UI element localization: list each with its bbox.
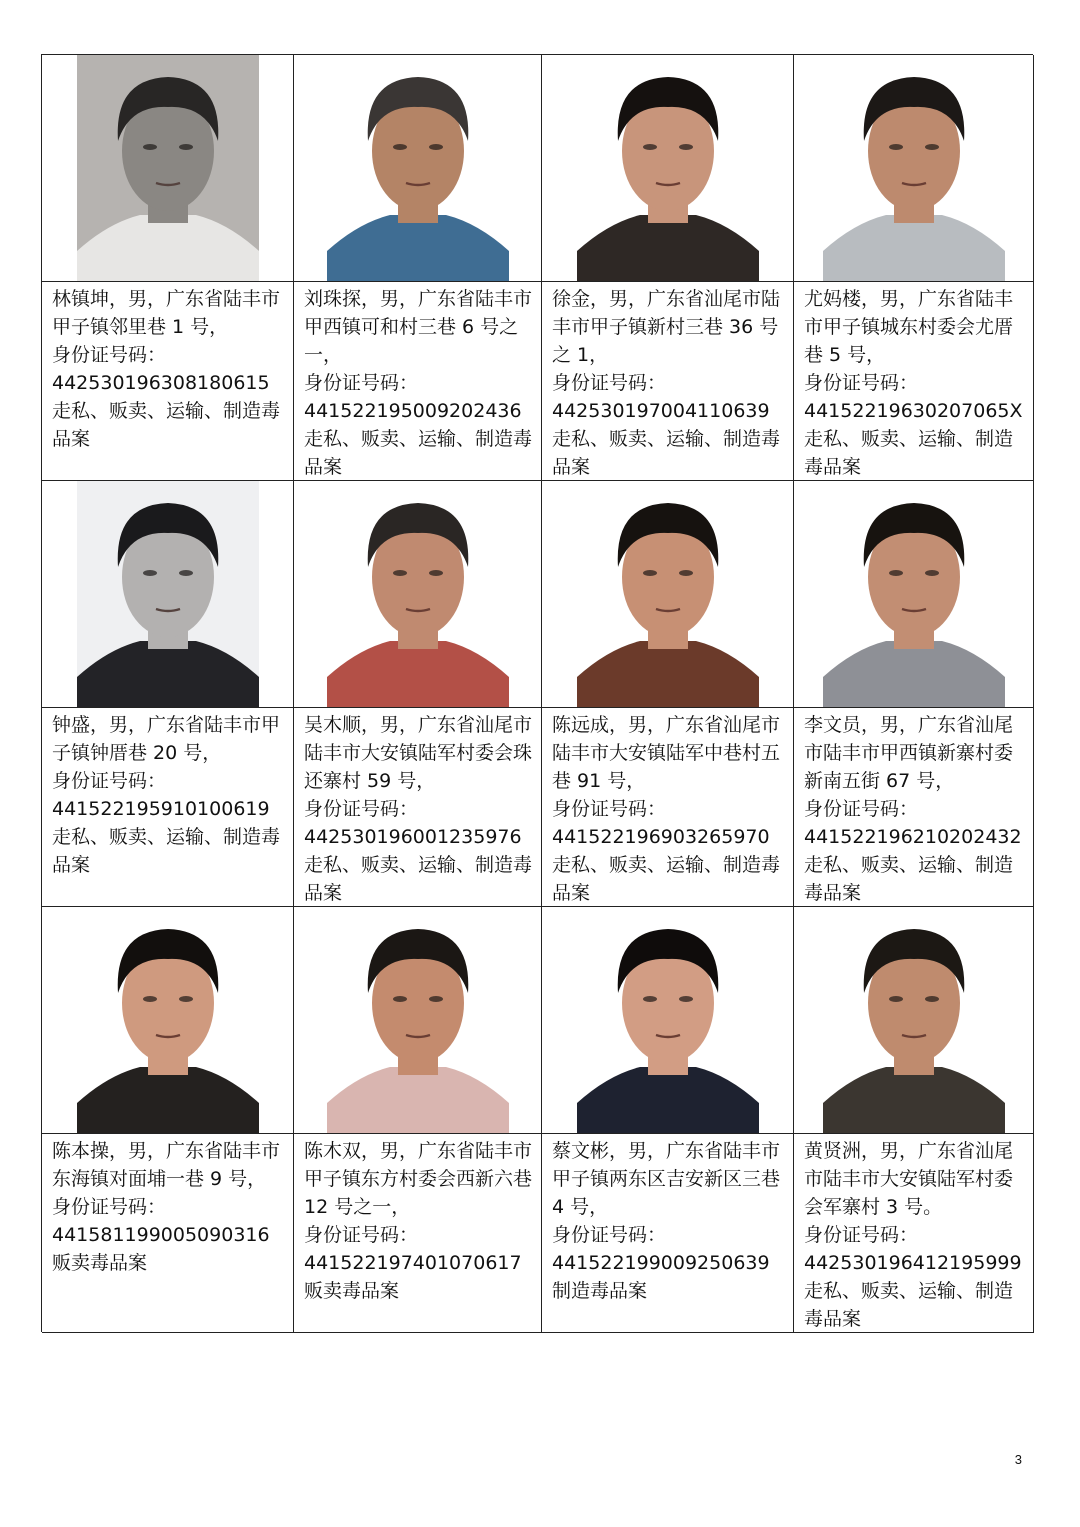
portrait-silhouette (823, 481, 1005, 707)
person-description: 陈远成，男，广东省汕尾市陆丰市大安镇陆军中巷村五巷 91 号， (552, 714, 781, 792)
portrait-silhouette (823, 907, 1005, 1133)
person-card (294, 907, 542, 1333)
crime-type: 贩卖毒品案 (304, 1280, 400, 1302)
person-card (42, 55, 294, 481)
id-number: 441522195009202436 (304, 400, 522, 422)
person-card (294, 481, 542, 907)
photo-area (42, 55, 293, 282)
person-card (794, 55, 1034, 481)
portrait-silhouette (77, 55, 259, 281)
portrait-silhouette (77, 907, 259, 1133)
person-card (794, 481, 1034, 907)
person-info (42, 708, 293, 879)
id-number: 441581199005090316 (52, 1224, 270, 1246)
person-description: 李文员，男，广东省汕尾市陆丰市甲西镇新寨村委新南五街 67 号， (804, 714, 1014, 792)
portrait-silhouette (577, 481, 759, 707)
photo-area (794, 481, 1033, 708)
person-description: 林镇坤，男，广东省陆丰市甲子镇邻里巷 1 号， (52, 288, 281, 338)
id-label: 身份证号码： (52, 344, 167, 366)
person-info (42, 1134, 293, 1277)
person-info (294, 708, 541, 907)
id-label: 身份证号码： (804, 798, 919, 820)
crime-type: 走私、贩卖、运输、制造毒品案 (304, 428, 533, 478)
id-number: 44152219630207065X (804, 400, 1023, 422)
id-number: 441522195910100619 (52, 798, 270, 820)
crime-type: 走私、贩卖、运输、制造毒品案 (52, 400, 281, 450)
portrait-photo (327, 55, 509, 281)
photo-area (294, 907, 541, 1134)
id-number: 442530196308180615 (52, 372, 270, 394)
crime-type: 走私、贩卖、运输、制造毒品案 (804, 1280, 1014, 1330)
id-label: 身份证号码： (552, 1224, 667, 1246)
id-label: 身份证号码： (804, 372, 919, 394)
portrait-photo (327, 907, 509, 1133)
id-number: 441522196210202432 (804, 826, 1022, 848)
crime-type: 走私、贩卖、运输、制造毒品案 (552, 428, 781, 478)
person-card (542, 481, 794, 907)
person-card (542, 907, 794, 1333)
portrait-silhouette (327, 55, 509, 281)
id-number: 442530196412195999 (804, 1252, 1022, 1274)
person-info (542, 708, 793, 907)
person-info (794, 708, 1033, 907)
id-label: 身份证号码： (552, 798, 667, 820)
person-description: 吴木顺，男，广东省汕尾市陆丰市大安镇陆军村委会珠还寨村 59 号， (304, 714, 533, 792)
id-number: 441522199009250639 (552, 1252, 770, 1274)
person-info (294, 282, 541, 481)
portrait-silhouette (577, 55, 759, 281)
portrait-photo (77, 481, 259, 707)
person-card (294, 55, 542, 481)
person-info (42, 282, 293, 453)
person-card (42, 907, 294, 1333)
crime-type: 走私、贩卖、运输、制造毒品案 (804, 428, 1014, 478)
crime-type: 走私、贩卖、运输、制造毒品案 (52, 826, 281, 876)
person-card (542, 55, 794, 481)
id-number: 442530197004110639 (552, 400, 770, 422)
person-info (794, 1134, 1033, 1333)
portrait-silhouette (327, 481, 509, 707)
person-description: 钟盛，男，广东省陆丰市甲子镇钟厝巷 20 号， (52, 714, 281, 764)
id-label: 身份证号码： (304, 1224, 419, 1246)
portrait-photo (577, 481, 759, 707)
person-description: 刘珠探，男，广东省陆丰市甲西镇可和村三巷 6 号之一， (304, 288, 533, 366)
photo-area (542, 481, 793, 708)
person-info (542, 1134, 793, 1305)
person-description: 尤妈楼，男，广东省陆丰市甲子镇城东村委会尤厝巷 5 号， (804, 288, 1014, 366)
portrait-silhouette (577, 907, 759, 1133)
portrait-silhouette (823, 55, 1005, 281)
id-label: 身份证号码： (52, 770, 167, 792)
portrait-photo (823, 481, 1005, 707)
person-description: 陈木双，男，广东省陆丰市甲子镇东方村委会西新六巷 12 号之一， (304, 1140, 533, 1218)
photo-area (542, 907, 793, 1134)
photo-area (794, 55, 1033, 282)
portrait-photo (327, 481, 509, 707)
photo-area (294, 55, 541, 282)
portrait-photo (577, 55, 759, 281)
portrait-silhouette (327, 907, 509, 1133)
id-label: 身份证号码： (304, 798, 419, 820)
person-description: 蔡文彬，男，广东省陆丰市甲子镇两东区吉安新区三巷 4 号， (552, 1140, 781, 1218)
person-description: 徐金，男，广东省汕尾市陆丰市甲子镇新村三巷 36 号之 1， (552, 288, 781, 366)
crime-type: 贩卖毒品案 (52, 1252, 148, 1274)
person-info (294, 1134, 541, 1305)
person-description: 黄贤洲，男，广东省汕尾市陆丰市大安镇陆军村委会军寨村 3 号。 (804, 1140, 1014, 1218)
page-number: 3 (1014, 1452, 1022, 1467)
id-label: 身份证号码： (552, 372, 667, 394)
person-info (542, 282, 793, 481)
portrait-photo (823, 907, 1005, 1133)
crime-type: 制造毒品案 (552, 1280, 648, 1302)
id-label: 身份证号码： (804, 1224, 919, 1246)
photo-area (794, 907, 1033, 1134)
portrait-photo (577, 907, 759, 1133)
portrait-photo (77, 55, 259, 281)
person-card (794, 907, 1034, 1333)
portrait-photo (77, 907, 259, 1133)
photo-area (42, 907, 293, 1134)
person-card (42, 481, 294, 907)
id-number: 441522197401070617 (304, 1252, 522, 1274)
photo-area (42, 481, 293, 708)
id-label: 身份证号码： (52, 1196, 167, 1218)
crime-type: 走私、贩卖、运输、制造毒品案 (552, 854, 781, 904)
id-label: 身份证号码： (304, 372, 419, 394)
portrait-photo (823, 55, 1005, 281)
portrait-silhouette (77, 481, 259, 707)
person-description: 陈本操，男，广东省陆丰市东海镇对面埔一巷 9 号， (52, 1140, 281, 1190)
photo-area (294, 481, 541, 708)
wanted-grid (41, 54, 1033, 1332)
id-number: 441522196903265970 (552, 826, 770, 848)
crime-type: 走私、贩卖、运输、制造毒品案 (804, 854, 1014, 904)
crime-type: 走私、贩卖、运输、制造毒品案 (304, 854, 533, 904)
photo-area (542, 55, 793, 282)
person-info (794, 282, 1033, 481)
id-number: 442530196001235976 (304, 826, 522, 848)
